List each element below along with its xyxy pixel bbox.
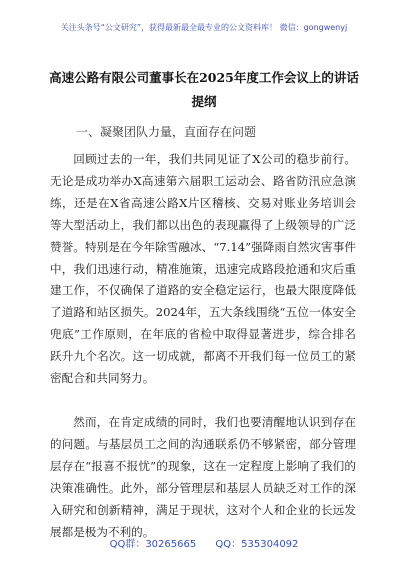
section-heading: 一、凝聚团队力量，直面存在问题 bbox=[76, 125, 257, 139]
qq-number: QQ：535304092 bbox=[215, 539, 299, 550]
paragraph-review: 回顾过去的一年，我们共同见证了X公司的稳步前行。无论是成功举办X高速第六届职工运动会、路省防汛应急演练，还是在X省高速公路X片区稽核、交易对账业务培训会等大型活动上，我们都以出色的表现赢得了上级领导的广泛赞誉。特别是在今年除雪融冰、“7.14”强降雨自然灾害事件中，我们迅速行动，精准施策，迅速完成路段抢通和灾后重建工作，不仅确保了道路的安全稳定运行，也最大限度降低了道路和站区损失。2024年，五大条线围绕“五位一体安全兜底”工作原则，在年底的省检中取得显著进步，综合排名跃升九个名次。这一切成就，都离不开我们每一位员工的紧密配合和共同努力。 bbox=[50, 152, 356, 386]
contact-footer bbox=[0, 535, 408, 550]
paragraph-problems: 然而，在肯定成绩的同时，我们也要清醒地认识到存在的问题。与基层员工之间的沟通联系仍不够紧密，部分管理层存在“报喜不报忧”的现象，这在一定程度上影响了我们的决策准确性。此外，部分管理层和基层人员缺乏对工作的深入研究和创新精神，满足于现状，这对个人和企业的长远发展都是极为不利的。 bbox=[50, 415, 356, 539]
promo-banner: 关注头条号“公文研究”，获得最新最全最专业的公文资料库！ 微信：gongwenyj bbox=[60, 23, 348, 32]
document-title: 高速公路有限公司董事长在2025年度工作会议上的讲话提纲 bbox=[49, 70, 359, 109]
qq-group: QQ群：30265665 bbox=[109, 539, 197, 550]
